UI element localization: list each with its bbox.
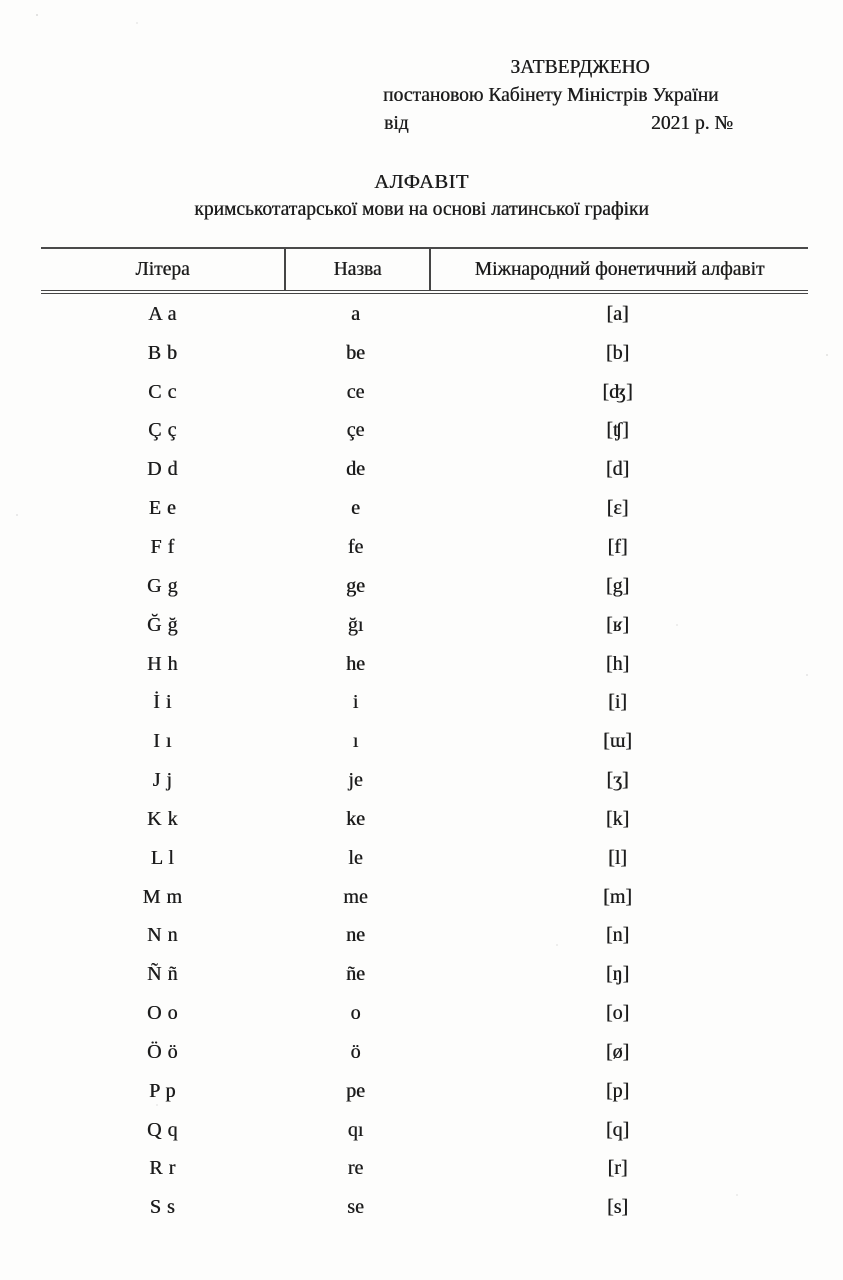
ipa-cell: [m] bbox=[603, 885, 632, 908]
letter-cell: Ç ç bbox=[148, 419, 177, 442]
table-row bbox=[41, 373, 808, 412]
ipa-cell: [ŋ] bbox=[605, 963, 630, 986]
table-row bbox=[41, 878, 808, 917]
letter-cell: M m bbox=[142, 885, 183, 908]
ipa-cell: [ɛ] bbox=[606, 497, 629, 520]
table-row bbox=[41, 839, 808, 878]
name-cell: he bbox=[346, 652, 365, 675]
letter-cell: D d bbox=[147, 458, 178, 481]
ipa-cell: [ʒ] bbox=[606, 769, 629, 792]
name-cell: ne bbox=[346, 924, 365, 947]
name-cell: me bbox=[343, 885, 368, 908]
approval-date-prefix: від bbox=[384, 113, 409, 134]
table-row bbox=[41, 1111, 808, 1150]
table-row bbox=[41, 955, 808, 994]
name-cell: de bbox=[346, 458, 365, 481]
table-row bbox=[41, 489, 808, 528]
ipa-cell: [k] bbox=[605, 807, 630, 830]
table-body bbox=[41, 294, 808, 1227]
column-header-letter: Літера bbox=[41, 249, 286, 290]
letter-cell: Ö ö bbox=[147, 1040, 178, 1063]
letter-cell: O o bbox=[147, 1002, 178, 1025]
name-cell: ı bbox=[352, 730, 359, 753]
ipa-cell: [f] bbox=[607, 535, 628, 558]
letter-cell: I ı bbox=[153, 730, 172, 753]
name-cell: se bbox=[347, 1196, 364, 1219]
ipa-cell: [o] bbox=[605, 1002, 630, 1025]
name-cell: e bbox=[351, 497, 360, 520]
page-subtitle: кримськотатарської мови на основі латинської графіки bbox=[194, 199, 649, 220]
name-cell: ge bbox=[346, 574, 365, 597]
letter-cell: J j bbox=[152, 769, 173, 792]
table-row bbox=[41, 761, 808, 800]
ipa-cell: [b] bbox=[605, 341, 630, 364]
name-cell: a bbox=[351, 302, 360, 325]
name-cell: je bbox=[348, 769, 363, 792]
name-cell: ke bbox=[346, 807, 365, 830]
table-row bbox=[41, 722, 808, 761]
name-cell: ö bbox=[350, 1040, 361, 1063]
ipa-cell: [h] bbox=[605, 652, 630, 675]
table-row bbox=[41, 1188, 808, 1227]
name-cell: fe bbox=[347, 535, 364, 558]
approval-stamp-label: ЗАТВЕРДЖЕНО bbox=[510, 57, 650, 78]
letter-cell: L l bbox=[150, 846, 175, 869]
ipa-cell: [ʧ] bbox=[606, 419, 629, 442]
table-row bbox=[41, 334, 808, 373]
table-row bbox=[41, 645, 808, 684]
table-row bbox=[41, 567, 808, 606]
letter-cell: E e bbox=[148, 497, 177, 520]
letter-cell: Ğ ğ bbox=[147, 613, 178, 636]
table-row bbox=[41, 450, 808, 489]
approval-authority-line: постановою Кабінету Міністрів України bbox=[383, 85, 719, 106]
column-header-ipa: Міжнародний фонетичний алфавіт bbox=[474, 258, 765, 280]
table-row bbox=[41, 800, 808, 839]
alphabet-table bbox=[41, 247, 808, 1227]
name-cell: be bbox=[346, 341, 365, 364]
table-row bbox=[41, 994, 808, 1033]
name-cell: o bbox=[350, 1002, 361, 1025]
name-cell: le bbox=[348, 846, 363, 869]
table-row bbox=[41, 606, 808, 645]
approval-block bbox=[383, 54, 777, 138]
letter-cell: R r bbox=[149, 1157, 176, 1180]
name-cell: çe bbox=[346, 419, 365, 442]
ipa-cell: [i] bbox=[608, 691, 627, 714]
letter-cell: İ i bbox=[153, 691, 172, 714]
name-cell: re bbox=[347, 1157, 364, 1180]
letter-cell: G g bbox=[147, 574, 178, 597]
table-row bbox=[41, 412, 808, 451]
letter-cell: H h bbox=[147, 652, 178, 675]
letter-cell: P p bbox=[149, 1079, 176, 1102]
letter-cell: C c bbox=[148, 380, 177, 403]
ipa-cell: [p] bbox=[605, 1079, 630, 1102]
letter-cell: B b bbox=[147, 341, 178, 364]
name-cell: qı bbox=[347, 1118, 364, 1141]
ipa-cell: [d] bbox=[605, 458, 630, 481]
table-row bbox=[41, 683, 808, 722]
ipa-cell: [q] bbox=[605, 1118, 630, 1141]
approval-date-line bbox=[383, 110, 777, 138]
name-cell: i bbox=[352, 691, 359, 714]
letter-cell: Ñ ñ bbox=[147, 963, 178, 986]
name-cell: pe bbox=[346, 1079, 365, 1102]
ipa-cell: [n] bbox=[605, 924, 630, 947]
table-row bbox=[41, 1033, 808, 1072]
table-row bbox=[41, 295, 808, 334]
letter-cell: A a bbox=[148, 302, 177, 325]
letter-cell: K k bbox=[147, 807, 178, 830]
table-row bbox=[41, 528, 808, 567]
table-header-row bbox=[41, 247, 808, 294]
letter-cell: Q q bbox=[147, 1118, 178, 1141]
ipa-cell: [g] bbox=[605, 574, 630, 597]
name-cell: ğı bbox=[347, 613, 364, 636]
name-cell: ce bbox=[346, 380, 365, 403]
ipa-cell: [ø] bbox=[605, 1040, 630, 1063]
ipa-cell: [ɯ] bbox=[603, 730, 632, 753]
scan-noise bbox=[36, 14, 38, 16]
ipa-cell: [a] bbox=[606, 302, 629, 325]
ipa-cell: [r] bbox=[607, 1157, 628, 1180]
table-row bbox=[41, 917, 808, 956]
ipa-cell: [ʁ] bbox=[605, 613, 630, 636]
table-row bbox=[41, 1072, 808, 1111]
ipa-cell: [s] bbox=[606, 1196, 629, 1219]
approval-date-suffix: 2021 р. № bbox=[651, 113, 733, 134]
name-cell: ñe bbox=[346, 963, 365, 986]
page-title: АЛФАВІТ bbox=[374, 171, 469, 193]
letter-cell: F f bbox=[150, 535, 175, 558]
letter-cell: S s bbox=[149, 1196, 176, 1219]
column-header-name: Назва bbox=[286, 249, 431, 290]
ipa-cell: [l] bbox=[608, 846, 627, 869]
ipa-cell: [ʤ] bbox=[602, 380, 633, 403]
letter-cell: N n bbox=[147, 924, 178, 947]
table-row bbox=[41, 1150, 808, 1189]
